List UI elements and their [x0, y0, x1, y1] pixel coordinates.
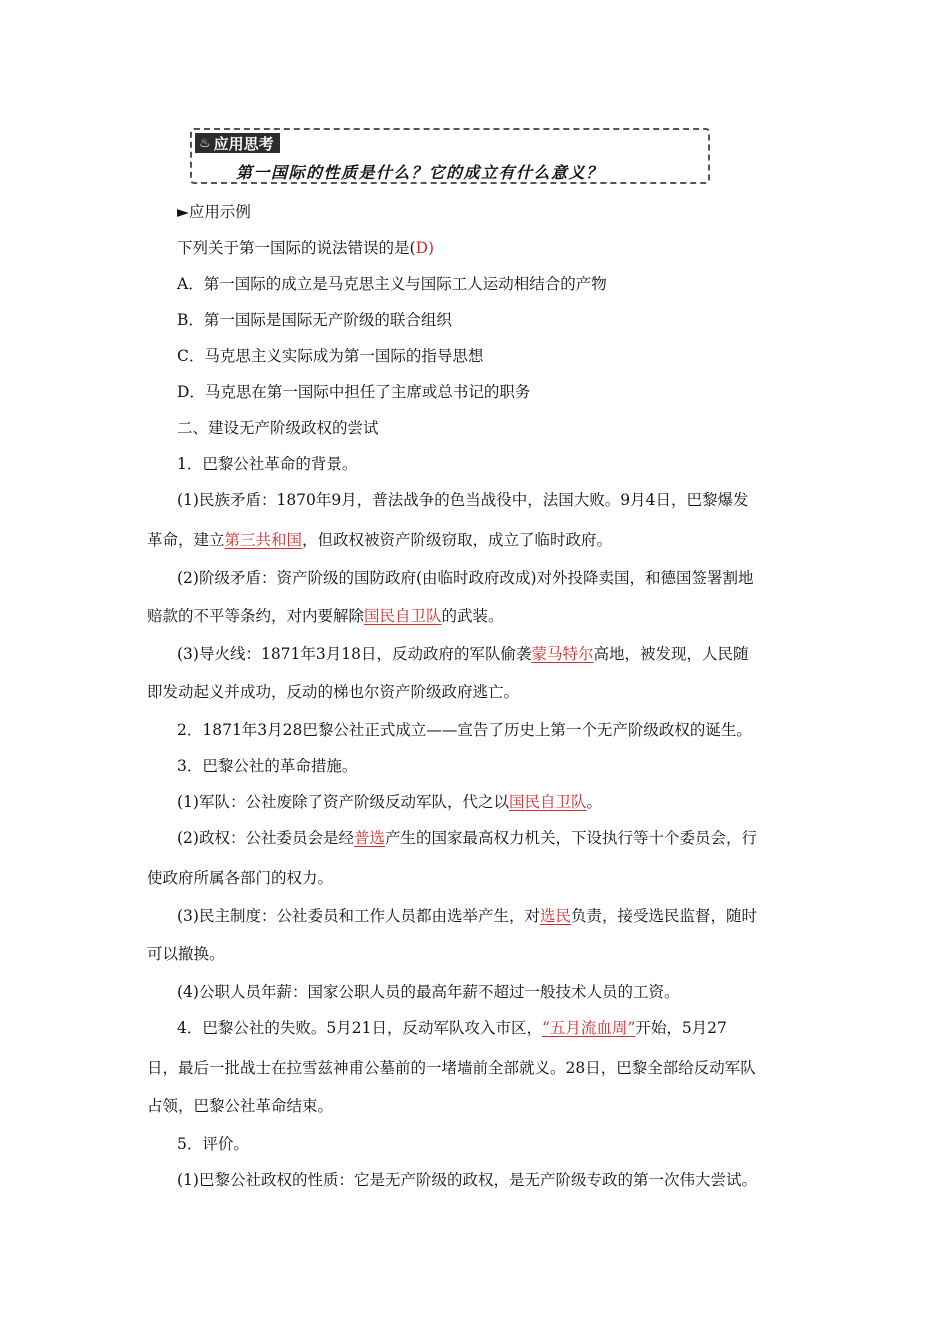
highlight-term: 国民自卫队	[508, 793, 587, 811]
highlight-term: 选民	[539, 907, 571, 925]
think-tag-label: 应用思考	[213, 134, 274, 153]
stem-close: )	[428, 239, 435, 257]
option-d: D．马克思在第一国际中担任了主席或总书记的职务	[177, 383, 531, 401]
answer-text: D	[415, 239, 428, 257]
text: (3)民主制度：公社委员和工作人员都由选举产生，对	[177, 907, 540, 925]
text: 。	[586, 793, 602, 811]
point-5a: (1)巴黎公社政权的性质：它是无产阶级的政权，是无产阶级专政的第一次伟大尝试。	[177, 1171, 757, 1189]
point-3b-line2: 使政府所属各部门的权力。	[147, 869, 334, 887]
text: ，但政权被资产阶级窃取，成立了临时政府。	[302, 531, 613, 549]
point-1a-line2	[147, 530, 812, 550]
text: 4．巴黎公社的失败。5月21日，反动军队攻入市区，	[177, 1019, 542, 1037]
point-3d: (4)公职人员年薪：国家公职人员的最高年薪不超过一般技术人员的工资。	[177, 983, 680, 1001]
text: 负责，接受选民监督，随时	[570, 907, 757, 925]
point-2: 2．1871年3月28巴黎公社正式成立——宣告了历史上第一个无产阶级政权的诞生。	[177, 721, 752, 739]
point-5-title: 5．评价。	[177, 1135, 249, 1153]
section-heading: 二、建设无产阶级政权的尝试	[177, 419, 379, 437]
text: 高地，被发现，人民随	[593, 645, 749, 663]
text: 赔款的不平等条约，对内要解除	[147, 607, 365, 625]
text: (1)军队：公社废除了资产阶级反动军队，代之以	[177, 793, 509, 811]
think-box	[190, 128, 710, 184]
text: 产生的国家最高权力机关，下设执行等十个委员会，行	[384, 829, 757, 847]
point-3c-line1	[177, 906, 842, 926]
point-3c-line2: 可以撤换。	[147, 945, 225, 963]
highlight-term: 第三共和国	[224, 531, 303, 549]
highlight-term: 普选	[353, 829, 385, 847]
option-a: A．第一国际的成立是马克思主义与国际工人运动相结合的产物	[177, 275, 607, 293]
point-1b-line1: (2)阶级矛盾：资产阶级的国防政府(由临时政府改成)对外投降卖国，和德国签署割地	[177, 569, 754, 587]
example-heading: ►应用示例	[177, 203, 251, 221]
option-b: B．第一国际是国际无产阶级的联合组织	[177, 311, 452, 329]
highlight-term: “五月流血周”	[541, 1019, 636, 1037]
think-question: 第一国际的性质是什么？它的成立有什么意义？	[236, 163, 604, 182]
point-1a-line1: (1)民族矛盾：1870年9月，普法战争的色当战役中，法国大败。9月4日，巴黎爆发	[177, 491, 749, 509]
option-c: C．马克思主义实际成为第一国际的指导思想	[177, 347, 484, 365]
point-1c-line2: 即发动起义并成功，反动的梯也尔资产阶级政府逃亡。	[147, 683, 520, 701]
steam-icon: ♨	[199, 135, 211, 151]
point-1c-line1	[177, 644, 842, 664]
highlight-term: 国民自卫队	[364, 607, 442, 625]
text: 革命，建立	[147, 531, 225, 549]
point-1-title: 1．巴黎公社革命的背景。	[177, 455, 358, 473]
text: (3)导火线：1871年3月18日，反动政府的军队偷袭	[177, 645, 532, 663]
point-3-title: 3．巴黎公社的革命措施。	[177, 757, 358, 775]
question-stem	[177, 238, 842, 258]
point-3b-line1	[177, 828, 842, 848]
think-tag	[195, 133, 280, 153]
text: (2)政权：公社委员会是经	[177, 829, 354, 847]
point-3a	[177, 792, 842, 812]
text: 的武装。	[441, 607, 504, 625]
point-4-line1	[177, 1018, 842, 1038]
stem-text: 下列关于第一国际的说法错误的是(	[177, 239, 416, 257]
point-4-line2: 日，最后一批战士在拉雪兹神甫公墓前的一堵墙前全部就义。28日，巴黎全部给反动军队	[147, 1059, 756, 1077]
highlight-term: 蒙马特尔	[531, 645, 594, 663]
point-1b-line2	[147, 606, 812, 626]
text: 开始，5月27	[635, 1019, 727, 1037]
point-4-line3: 占领，巴黎公社革命结束。	[147, 1097, 334, 1115]
